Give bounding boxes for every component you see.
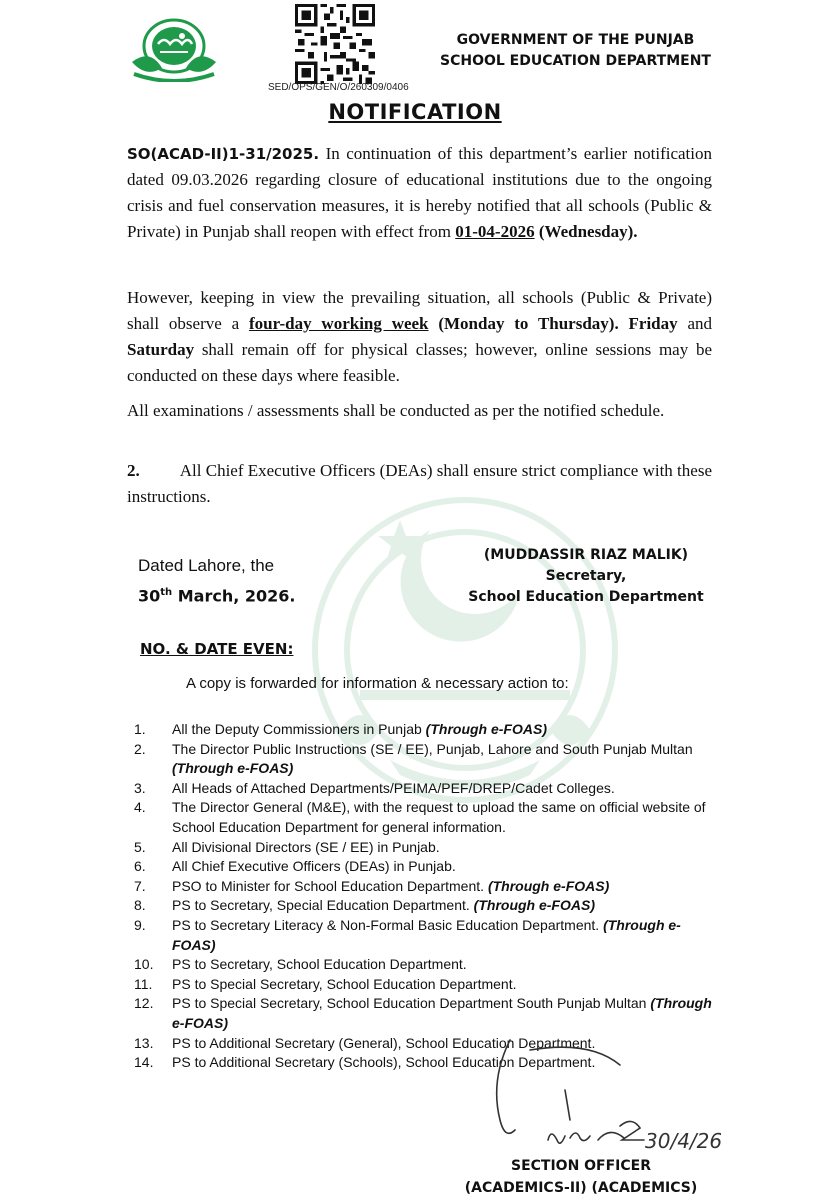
order-number: SO(ACAD-II)1-31/2025.	[127, 145, 320, 163]
section-officer-unit: (ACADEMICS-II) (ACADEMICS)	[464, 1180, 698, 1196]
qr-code	[294, 4, 376, 84]
reopen-day: (Wednesday).	[538, 222, 638, 241]
point-number-2: 2.	[127, 461, 140, 480]
list-item: 11. PS to Special Secretary, School Education Department.	[134, 975, 517, 992]
government-header	[440, 30, 711, 72]
list-item: 13. PS to Additional Secretary (General), School Education Department.	[134, 1034, 596, 1051]
section-officer-block	[446, 1155, 716, 1199]
dated-month-year: March, 2026.	[177, 586, 296, 606]
list-item: 2. The Director Public Instructions (SE / EE), Punjab, Lahore and South Punjab Multan (Through e-FOAS)	[134, 740, 693, 777]
no-date-even-heading: NO. & DATE EVEN:	[140, 640, 294, 658]
friday-label: Friday	[628, 314, 678, 333]
p4-text: All Chief Executive Officers (DEAs) shall ensure strict compliance with these instructions.	[127, 461, 712, 506]
saturday-label: Saturday	[127, 340, 195, 359]
dated-day-suffix: th	[160, 587, 173, 598]
section-officer-title: SECTION OFFICER	[510, 1158, 652, 1174]
dated-date	[138, 579, 296, 609]
notification-title-wrap	[0, 100, 830, 124]
gov-line-2: SCHOOL EDUCATION DEPARTMENT	[440, 53, 711, 69]
dated-day: 30	[138, 586, 161, 606]
list-item: 1. All the Deputy Commissioners in Punjab (Through e-FOAS)	[134, 721, 547, 737]
list-item: 9. PS to Secretary Literacy & Non-Formal Basic Education Department. (Through e-FOAS)	[134, 916, 681, 953]
list-item: 10. PS to Secretary, School Education Department.	[134, 956, 467, 973]
reference-code: SED/OPS/GEN/O/260309/0406	[268, 82, 409, 93]
distribution-list	[134, 720, 724, 1073]
dated-line: Dated Lahore, the	[138, 556, 275, 575]
four-day-week: four-day working week	[248, 314, 429, 333]
copy-forwarded-line: A copy is forwarded for information & necessary action to:	[186, 675, 569, 692]
p2-text-g: shall remain off for physical classes; however, online sessions may be conducted on these days where feasible.	[127, 340, 712, 385]
list-item: 8. PS to Secretary, Special Education Department. (Through e-FOAS)	[134, 897, 595, 914]
gov-line-1: GOVERNMENT OF THE PUNJAB	[456, 32, 695, 48]
signatory-name: (MUDDASSIR RIAZ MALIK)	[483, 547, 689, 563]
list-item: 12. PS to Special Secretary, School Education Department South Punjab Multan (Through e-FOAS)	[134, 995, 712, 1031]
paragraph-3: All examinations / assessments shall be conducted as per the notified schedule.	[127, 401, 665, 420]
paragraph-2	[127, 285, 712, 389]
signatory-block	[466, 545, 706, 608]
dated-block	[138, 552, 296, 609]
list-item: 6. All Chief Executive Officers (DEAs) in Punjab.	[134, 858, 456, 875]
list-item: 5. All Divisional Directors (SE / EE) in Punjab.	[134, 838, 440, 855]
handwritten-date: 30/4/26	[645, 1129, 723, 1153]
signatory-department: School Education Department	[468, 589, 704, 605]
monday-to-thursday: (Monday to Thursday).	[438, 314, 619, 333]
p2-text-a: However, keeping in view the prevailing situation, all schools (Public & Private) shall observe a	[127, 288, 712, 333]
paragraph-1	[127, 141, 712, 245]
list-item: 14. PS to Additional Secretary (Schools), School Education Department.	[134, 1054, 596, 1071]
paragraph-4	[127, 458, 712, 510]
signatory-designation: Secretary,	[545, 568, 627, 584]
reopen-date: 01-04-2026	[455, 222, 535, 241]
and-label: and	[687, 314, 712, 333]
list-item: 7. PSO to Minister for School Education Department. (Through e-FOAS)	[134, 877, 610, 894]
list-item: 4. The Director General (M&E), with the request to upload the same on official website of School Education Department for general information.	[134, 799, 706, 835]
notification-title: NOTIFICATION	[328, 100, 502, 124]
punjab-government-logo	[124, 16, 224, 82]
list-item: 3. All Heads of Attached Departments/PEIMA/PEF/DREP/Cadet Colleges.	[134, 779, 615, 796]
p1-text: In continuation of this department’s earlier notification dated 09.03.2026 regarding closure of educational institutions due to the ongoing crisis and fuel conservation measures, it is hereby notified that all schools (Public & Private) in Punjab shall reopen with effect from	[127, 144, 712, 241]
